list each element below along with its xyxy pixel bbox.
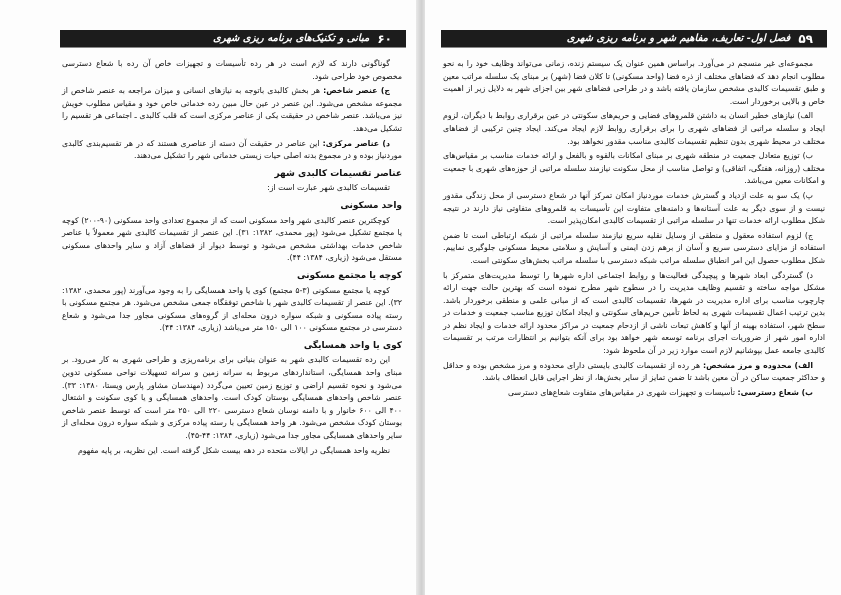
paragraph-lead: د) عناصر مرکزی: — [322, 138, 390, 148]
paragraph-text: گوناگونی دارند که لازم است در هر رده تأسیسات و تجهیزات خاص آن رده با شعاع دسترسی مخصوص خود طراحی شود. — [62, 59, 402, 81]
paragraph-lead: ب) شعاع دسترسی: — [737, 387, 813, 397]
body-paragraph — [443, 360, 825, 385]
paragraph-text: کوچکترین عنصر کالبدی شهر واحد مسکونی است که از مجموع تعدادی واحد مسکونی (۹۰-۲۰۰) کوچه یا مجتمع تشکیل می‌شود (پور محمدی، ۱۳۸۲: ۳۱). این عنصر از تقسیمات کالبدی شهر معمولاً با عناصر شاخص خدمات بهداشتی مشخص می‌شود و توسط دیوار از فضاهای آزاد و سایر واحدهای مسکونی مستقل می‌شود (زیاری، ۱۳۸۴: ۴۴). — [62, 215, 403, 263]
body-paragraph — [62, 354, 402, 442]
left-page — [0, 0, 418, 595]
body-paragraph — [62, 138, 402, 163]
left-page-header-title: مبانی و تکنیک‌های برنامه ریزی شهری — [212, 33, 370, 44]
paragraph-text: تقسیمات کالبدی شهر عبارت است از: — [267, 183, 390, 193]
body-paragraph — [62, 285, 402, 335]
left-header-rule — [60, 47, 406, 48]
right-header-rule — [441, 47, 827, 48]
body-paragraph — [443, 150, 825, 188]
body-paragraph — [62, 182, 402, 195]
paragraph-text: پ) یک سو به علت ازدیاد و گسترش خدمات موردنیاز امکان تمرکز آنها در شعاع دسترسی از محل زندگی مقدور نیست و از سوی دیگر به علت آستانه‌ها و دامنه‌های متفاوت این تأسیسات به قلمروهای متفاوتی نیاز دارند در نتیجه شکل مطلوب ارائه خدمات تنها در سلسله مراتبی از تقسیمات کالبدی امکان‌پذیر است. — [443, 190, 825, 226]
section-heading: کوچه یا مجتمع مسکونی — [297, 270, 402, 281]
right-page — [425, 0, 841, 595]
body-paragraph — [443, 270, 825, 358]
left-page-body — [62, 58, 402, 459]
paragraph-text: هر بخش کالبدی باتوجه به نیازهای انسانی و میزان مراجعه به عنصر شاخص از مجموعه مشخص می‌شود. این عنصر در عین حال مبین رده خدماتی خاص خود و مقیاس مطلوب خویش نیز می‌باشد. عنصر شاخص در حقیقت یکی از عناصر مرکزی است که قلب کالبدی ـ اجتماعی هر تقسیم را تشکیل می‌دهد. — [62, 86, 402, 133]
body-paragraph — [62, 215, 402, 265]
body-paragraph — [62, 445, 402, 458]
right-page-body — [443, 58, 825, 401]
body-paragraph — [443, 190, 825, 228]
section-heading: کوی یا واحد همسایگی — [303, 340, 402, 351]
left-page-header — [60, 30, 406, 47]
paragraph-text: د) گستردگی ابعاد شهرها و پیچیدگی فعالیت‌ها و روابط اجتماعی اداره شهرها را توسط مدیریت‌های متمرکز با مشکل مواجه ساخته و تقسیم وظایف مدیریت را در سطوح شهر مطرح نموده است که بهترین حالت جهت ارائه چارچوب مناسب برای اداره مدیریت در شهرها، تقسیمات کالبدی است که از مبانی علمی و منطقی برخوردار باشد. بدین ترتیب اعمال تقسیمات شهری به لحاظ تأمین حریم‌های سکونتی و ایجاد امکان توزیع مناسب جمعیت و خدمات در سطح شهر، استفاده بهینه از آنها و کاهش تبعات ناشی از ازدحام جمعیت در مراکز محدود ارائه خدمات و ایجاد نظم در اداره امور شهر از ضروریات اجرای برنامه توسعه شهر خواهد بود برای آنکه بتوانیم بر انتظارات مرتب بر تقسیمات کالبدی جامعه عمل بپوشانیم لازم است موارد زیر در آن ملحوظ شود: — [443, 270, 825, 356]
section-heading: واحد مسکونی — [340, 200, 402, 211]
right-page-header — [441, 30, 827, 47]
paragraph-lead: ج) عنصر شاخص: — [323, 86, 390, 96]
body-paragraph — [443, 230, 825, 268]
body-paragraph — [443, 58, 825, 108]
paragraph-lead: الف) محدوده و مرز مشخص: — [702, 360, 813, 370]
right-page-header-title: فصل اول- تعاریف، مفاهیم شهر و برنامه ریزی شهری — [566, 33, 791, 44]
left-page-number: ۶۰ — [377, 31, 392, 46]
paragraph-text: مجموعه‌ای غیر منسجم در می‌آورد. براساس همین عنوان یک سیستم زنده، زمانی می‌تواند وظایف خود را به نحو مطلوب انجام دهد که فضاهای مختلف از ذره فضا (واحد مسکونی) تا کلان فضا (شهر) بر مبنای یک سلسله مراتب معین و طبق تقسیمات کالبدی مشخص سازمان یافته باشد و در طراحی فضاهای شهر بین اجزای شهر به دلایل زیر از اهمیت خاص و بالایی برخوردار است. — [443, 59, 825, 106]
paragraph-text: این عناصر در حقیقت آن دسته از عناصری هستند که در هر تقسیم‌بندی کالبدی موردنیاز بوده و در مجموع بدنه اصلی حیات زیستی خدماتی شهر را تشکیل می‌دهند. — [62, 138, 402, 161]
body-paragraph — [62, 58, 402, 83]
paragraph-text: ج) لزوم استفاده معقول و منطقی از وسایل نقلیه سریع نیازمند سلسله مراتبی از شبکه ارتباطی است تا ضمن استفاده از مزایای دسترسی سریع و آسان از برهم زدن ایمنی و آسایش و سلامتی محیط مسکونی جلوگیری نماییم. شکل مطلوب حصول این امر انطباق سلسله مراتب شبکه دسترسی با سلسله مراتب بخش‌های سکونتی است. — [443, 230, 825, 265]
section-heading: عناصر تقسیمات کالبدی شهر — [274, 168, 402, 179]
paragraph-text: هر رده از تقسیمات کالبدی بایستی دارای محدوده و مرز مشخص بوده و حداقل و حداکثر جمعیت ساکن در آن معین باشد تا ضمن تمایز از سایر بخش‌ها، از نظر اجرایی قابل انعطاف باشد. — [443, 360, 825, 383]
body-paragraph — [443, 110, 825, 148]
paragraph-text: این رده تقسیمات کالبدی شهر به عنوان بنیانی برای برنامه‌ریزی و طراحی شهری به کار می‌رود. بر مبنای واحد همسایگی، استانداردهای مربوط به سرانه زمین و سرانه تسهیلات نواحی مسکونی تدوین می‌شود و نحوه تقسیم اراضی و توزیع زمین تعیین می‌گردد (مهندسان مشاور پارس ویستا، ۱۳۸۰: ۳۳). عنصر شاخص واحدهای همسایگی بوستان کودک است. واحدهای همسایگی و یا کوی سکونت و اشتغال ۴۰۰ الی ۶۰۰ خانوار و با دامنه نوسان شعاع دسترسی ۲۲۰ الی ۲۵۰ متر است که توسط عنصر شاخص بوستان کودک مشخص می‌شود. هر واحد همسایگی با رسته پیاده مرکزی و شبکه سواره درون محله‌ای از سایر واحدهای همسایگی مجاور جدا می‌شود (زیاری، ۱۳۸۴: ۴۴-۴۵). — [62, 355, 403, 441]
paragraph-text: تأسیسات و تجهیزات شهری در مقیاس‌های متفاوت شعاع‌های دسترسی — [508, 387, 738, 397]
paragraph-text: الف) نیازهای خطیر انسان به داشتن قلمروهای فضایی و حریم‌های سکونتی در عین برقراری روابط با دیگران، لزوم ایجاد و سلسله مراتبی از فضاهای شهری را برای برقراری روابط لازم ایجاد می‌کند. ایجاد چنین ترکیبی از فضاهای مختلف در محیط شهری بدون تنظیم تقسیمات کالبدی مناسب مقدور نخواهد بود. — [443, 111, 825, 146]
paragraph-text: کوچه یا مجتمع مسکونی (۳-۵ مجتمع) کوی یا واحد همسایگی را به وجود می‌آورند (پور محمدی، ۱۳۸۲: ۳۲). این عنصر از تقسیمات کالبدی شهر با شاخص توفقگاه جمعی مشخص می‌شود. هر مجتمع مسکونی با رسته پیاده مسکونی و شبکه سواره درون محله‌ای از گروه‌های مسکونی مجاور جدا می‌شود و شعاع دسترسی در مجتمع مسکونی ۱۰۰ الی ۱۵۰ متر می‌باشد (زیاری، ۱۳۸۴: ۴۴). — [62, 285, 402, 333]
paragraph-text: ب) توزیع متعادل جمعیت در منطقه شهری بر مبنای امکانات بالقوه و بالفعل و ارائه خدمات مناسب بر مقیاس‌های مختلف (روزانه، هفتگی، اتفاقی) و تواصل مناسب از محل سکونت نیازمند سلسله مراتبی از حوزه‌های شهری با جمعیت و امکانات معین می‌باشد. — [443, 151, 825, 186]
right-page-number: ۵۹ — [798, 31, 813, 46]
body-paragraph — [62, 85, 402, 135]
body-paragraph — [443, 387, 825, 400]
paragraph-text: نظریه واحد همسایگی در ایالات متحده در دهه بیست شکل گرفته است. این نظریه، بر پایه مفهوم — [77, 445, 390, 455]
